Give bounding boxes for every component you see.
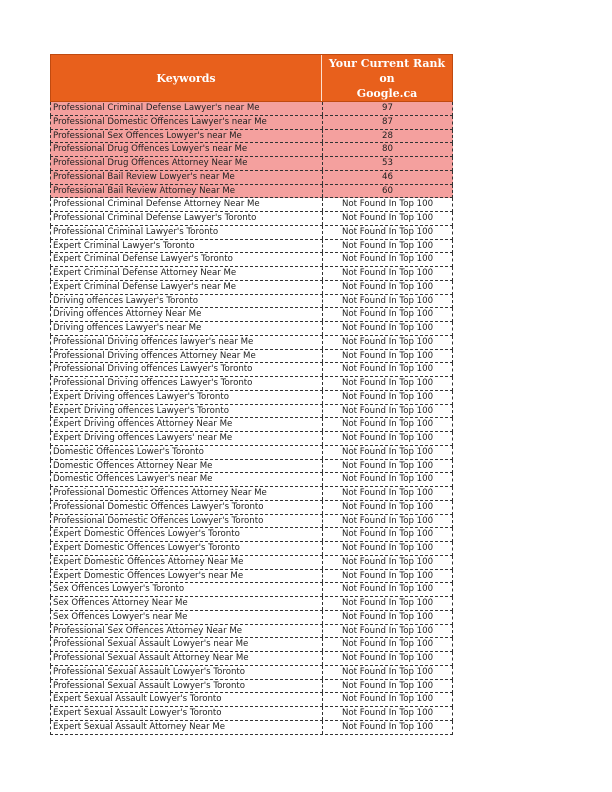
table-row [50,583,453,597]
keyword-cell: Professional Driving offences Attorney Near Me [51,350,323,363]
table-row [50,652,453,666]
rank-cell: Not Found In Top 100 [341,281,434,292]
keyword-cell: Professional Domestic Offences Lawyer's near Me [51,116,323,129]
table-row [50,542,453,556]
rank-header-line2: Google.ca [356,86,418,100]
rank-cell: Not Found In Top 100 [341,336,434,347]
table-row [50,336,453,350]
keyword-cell: Expert Criminal Defense Lawyer's near Me [51,281,323,294]
keyword-cell: Expert Domestic Offences Attorney Near Me [51,556,323,569]
rank-cell: 46 [382,171,393,182]
rank-cell: 97 [382,103,393,113]
keyword-cell: Domestic Offences Lawyer's near Me [51,473,323,486]
keyword-cell: Expert Criminal Defense Lawyer's Toronto [51,253,323,266]
rank-column-header [322,55,452,101]
table-row [50,570,453,584]
table-row [50,185,453,199]
table-row [50,460,453,474]
rank-cell: Not Found In Top 100 [341,391,434,402]
rank-cell: Not Found In Top 100 [341,556,434,567]
rank-cell: Not Found In Top 100 [341,323,434,333]
table-row [50,418,453,432]
keyword-cell: Professional Driving offences Lawyer's Toronto [51,377,323,390]
keyword-cell: Expert Driving offences Lawyers' near Me [51,432,323,445]
keyword-cell: Expert Sexual Assault Attorney Near Me [51,721,323,734]
keyword-cell: Professional Criminal Defense Attorney Near Me [51,198,323,211]
rank-cell: 80 [382,144,393,155]
table-row [50,391,453,405]
rank-cell: Not Found In Top 100 [341,240,434,251]
keyword-cell: Professional Sexual Assault Lowyer's Toronto [51,680,323,693]
keyword-cell: Driving offences Lawyer's near Me [51,322,323,335]
table-row [50,322,453,336]
table-row [50,666,453,680]
table-row [50,281,453,295]
table-row [50,363,453,377]
rank-cell: Not Found In Top 100 [341,364,434,375]
rank-cell: 53 [382,158,393,168]
rank-cell: Not Found In Top 100 [341,501,434,512]
table-row [50,487,453,501]
rank-cell: Not Found In Top 100 [341,350,434,361]
rank-cell: Not Found In Top 100 [341,419,434,430]
keyword-cell: Professional Criminal Defense Lawyer's Toronto [51,212,323,225]
rank-cell: Not Found In Top 100 [341,254,434,265]
rank-cell: Not Found In Top 100 [341,694,434,705]
rank-cell: Not Found In Top 100 [341,625,434,636]
table-row [50,171,453,185]
rank-cell: Not Found In Top 100 [341,268,434,278]
keyword-cell: Domestic Offences Lower's Toronto [51,446,323,459]
rank-cell: Not Found In Top 100 [341,653,434,663]
keyword-cell: Sex Offences Attorney Near Me [51,597,323,610]
table-row [50,295,453,309]
keyword-cell: Professional Drug Offences Attorney Near Me [51,157,323,170]
rank-cell: Not Found In Top 100 [341,295,434,306]
keyword-cell: Professional Criminal Defense Lawyer's near Me [51,102,323,115]
rank-cell: Not Found In Top 100 [341,488,434,498]
rank-cell: 87 [382,116,393,127]
rank-cell: Not Found In Top 100 [341,639,434,650]
keyword-cell: Expert Domestic Offences Lowyer's Toronto [51,542,323,555]
table-row [50,308,453,322]
table-body [50,102,453,735]
keyword-cell: Professional Domestic Offences Lawyer's Toronto [51,501,323,514]
rank-table [50,54,453,735]
keyword-cell: Expert Criminal Lawyer's Toronto [51,240,323,253]
keyword-cell: Driving offences Lawyer's Toronto [51,295,323,308]
table-row [50,556,453,570]
keyword-cell: Professional Sex Offences Attorney Near Me [51,625,323,638]
rank-cell: Not Found In Top 100 [341,433,434,443]
keyword-cell: Sex Offences Lowyer's near Me [51,611,323,624]
table-row [50,528,453,542]
keyword-cell: Expert Driving offences Attorney Near Me [51,418,323,431]
table-row [50,625,453,639]
rank-cell: Not Found In Top 100 [341,446,434,457]
rank-header-line1: Your Current Rank on [328,56,446,85]
keyword-cell: Sex Offences Lowyer's Toronto [51,583,323,596]
table-row [50,157,453,171]
keyword-cell: Expert Driving offences Lawyer's Toronto [51,391,323,404]
keyword-cell: Professional Criminal Lawyer's Toronto [51,226,323,239]
keywords-column-header: Keywords [51,55,322,101]
rank-cell: Not Found In Top 100 [341,570,434,581]
table-row [50,515,453,529]
table-row [50,597,453,611]
keyword-cell: Professional Sexual Assault Lowyer's Toronto [51,666,323,679]
rank-cell: Not Found In Top 100 [341,611,434,622]
table-row [50,473,453,487]
table-row [50,501,453,515]
keyword-cell: Professional Sex Offences Lowyer's near Me [51,130,323,143]
keyword-cell: Professional Bail Review Attorney Near Me [51,185,323,198]
rank-cell: Not Found In Top 100 [341,213,434,223]
table-row [50,130,453,144]
keyword-cell: Professional Driving offences Lawyer's Toronto [51,363,323,376]
table-row [50,680,453,694]
table-row [50,432,453,446]
rank-cell: Not Found In Top 100 [341,405,434,416]
keyword-cell: Expert Driving offences Lawyer's Toronto [51,405,323,418]
table-row [50,253,453,267]
rank-cell: Not Found In Top 100 [341,309,434,320]
table-row [50,707,453,721]
rank-cell: 60 [382,185,393,196]
table-row [50,226,453,240]
table-row [50,143,453,157]
table-row [50,405,453,419]
rank-cell: Not Found In Top 100 [341,199,434,210]
keyword-cell: Professional Drug Offences Lowyer's near Me [51,143,323,156]
table-row [50,198,453,212]
rank-cell: Not Found In Top 100 [341,529,434,540]
table-row [50,102,453,116]
keyword-cell: Expert Sexual Assault Lowyer's Toronto [51,707,323,720]
table-row [50,721,453,735]
rank-cell: Not Found In Top 100 [341,474,434,485]
keyword-cell: Expert Sexual Assault Lowyer's Toronto [51,693,323,706]
table-row [50,212,453,226]
table-row [50,116,453,130]
keyword-cell: Professional Driving offences lawyer's near Me [51,336,323,349]
rank-cell: 28 [382,130,393,141]
rank-cell: Not Found In Top 100 [341,721,434,732]
table-row [50,693,453,707]
rank-cell: Not Found In Top 100 [341,543,434,553]
keyword-cell: Expert Domestic Offences Lowyer's near Me [51,570,323,583]
keyword-cell: Professional Domestic Offences Attorney Near Me [51,487,323,500]
keyword-cell: Professional Sexual Assault Lowyer's near Me [51,638,323,651]
keyword-cell: Professional Bail Review Lowyer's near Me [51,171,323,184]
keyword-cell: Domestic Offences Attorney Near Me [51,460,323,473]
keyword-cell: Professional Sexual Assault Attorney Near Me [51,652,323,665]
table-row [50,240,453,254]
rank-cell: Not Found In Top 100 [341,666,434,677]
rank-cell: Not Found In Top 100 [341,680,434,691]
table-row [50,350,453,364]
keyword-cell: Professional Domestic Offences Lowyer's Toronto [51,515,323,528]
keyword-cell: Expert Criminal Defense Attorney Near Me [51,267,323,280]
table-row [50,377,453,391]
table-row [50,638,453,652]
rank-cell: Not Found In Top 100 [341,515,434,526]
keyword-cell: Driving offences Attorney Near Me [51,308,323,321]
rank-cell: Not Found In Top 100 [341,460,434,471]
table-row [50,446,453,460]
rank-cell: Not Found In Top 100 [341,708,434,718]
rank-cell: Not Found In Top 100 [341,226,434,237]
table-row [50,611,453,625]
rank-cell: Not Found In Top 100 [341,378,434,388]
rank-cell: Not Found In Top 100 [341,584,434,595]
table-row [50,267,453,281]
rank-cell: Not Found In Top 100 [341,598,434,608]
keyword-cell: Expert Domestic Offences Lowyer's Toronto [51,528,323,541]
table-header [50,54,453,102]
